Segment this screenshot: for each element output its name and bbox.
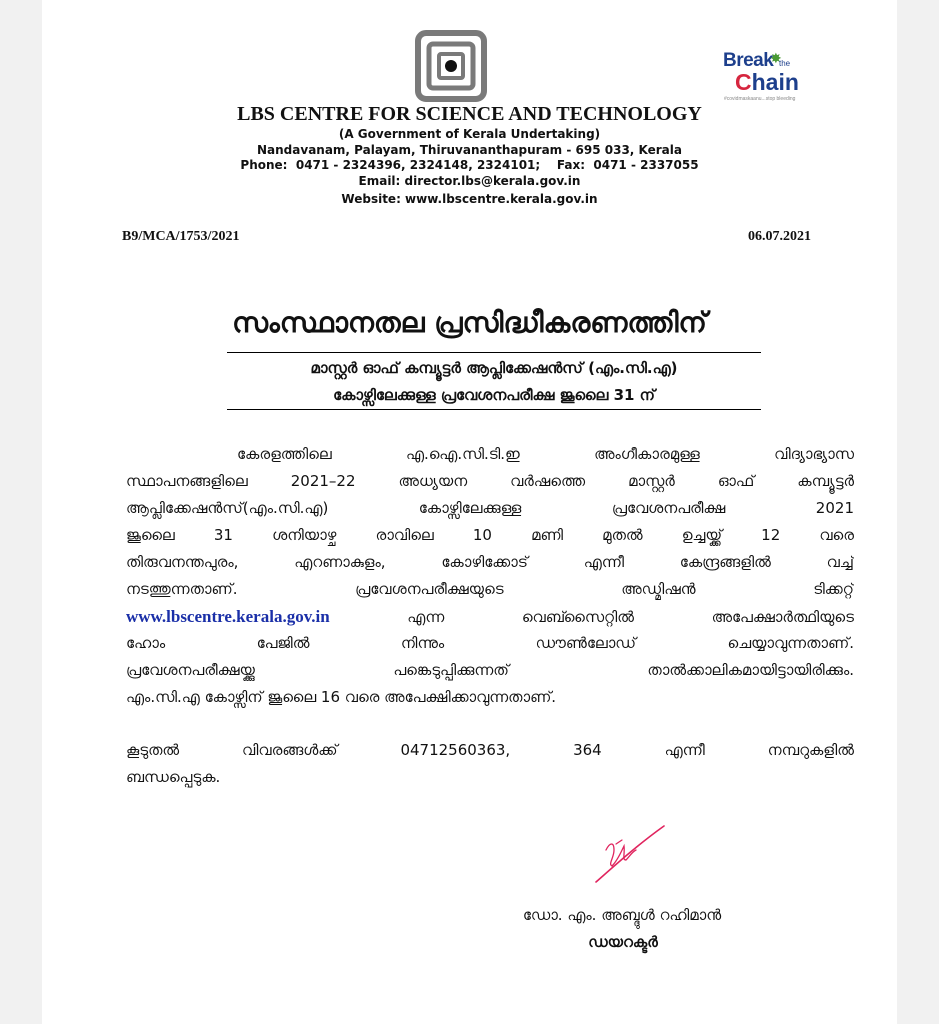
body-line-with-link	[126, 603, 854, 630]
notice-title: സംസ്ഥാനതല പ്രസിദ്ധീകരണത്തിന്	[232, 306, 707, 339]
website-link[interactable]: www.lbscentre.kerala.gov.in	[126, 607, 330, 626]
signatory-name: ഡോ. എം. അബ്ദുൾ റഹിമാൻ	[522, 906, 722, 924]
subtitle-divider	[227, 409, 761, 410]
org-email: Email: director.lbs@kerala.gov.in	[358, 174, 581, 188]
reference-number: B9/MCA/1753/2021	[122, 229, 240, 244]
body-line: എം.സി.എ കോഴ്സിന് ജൂലൈ 16 വരെ അപേക്ഷിക്കാവുന്നതാണ്.	[126, 688, 557, 706]
signatory-designation: ഡയറക്ടർ	[588, 933, 658, 951]
body-line: നടത്തുന്നതാണ്. പ്രവേശനപരീക്ഷയുടെ അഡ്മിഷൻ ടിക്കറ്റ്	[126, 580, 854, 598]
org-website: Website: www.lbscentre.kerala.gov.in	[341, 192, 598, 206]
body-line: പ്രവേശനപരീക്ഷയ്ക്കു പങ്കെടുപ്പിക്കുന്നത് താൽക്കാലികമായിട്ടായിരിക്കും.	[126, 661, 854, 679]
handwritten-signature-icon	[592, 820, 672, 890]
body-line: സ്ഥാപനങ്ങളിലെ 2021–22 അധ്യയന വർഷത്തെ മാസ്റ്റർ ഓഫ് കമ്പ്യൂട്ടർ	[126, 472, 854, 490]
title-divider	[227, 352, 761, 353]
body-line: കൂടുതൽ വിവരങ്ങൾക്ക് 04712560363, 364 എന്നീ നമ്പറുകളിൽ	[126, 741, 854, 759]
lbs-logo-icon	[415, 30, 487, 102]
break-the-chain-badge	[720, 50, 810, 110]
document-page	[42, 0, 897, 1024]
badge-line1: Break	[723, 50, 774, 71]
org-phone: Phone: 0471 - 2324396, 2324148, 2324101; Fax: 0471 - 2337055	[240, 158, 699, 172]
body-line: ബന്ധപ്പെടുക.	[126, 768, 221, 786]
org-address: Nandavanam, Palayam, Thiruvananthapuram - 695 033, Kerala	[257, 143, 682, 157]
letter-date: 06.07.2021	[748, 229, 811, 244]
body-paragraph-1	[126, 441, 854, 711]
badge-tagline: #covidmaskaanu...stop bleeding	[724, 96, 796, 102]
org-subtitle: (A Government of Kerala Undertaking)	[338, 127, 601, 141]
link-trailing-text: എന്ന വെബ്സൈറ്റിൽ അപേക്ഷാർത്ഥിയുടെ	[407, 608, 854, 626]
subtitle-line1: മാസ്റ്റർ ഓഫ് കമ്പ്യൂട്ടർ ആപ്ലിക്കേഷൻസ് (എം.സി.എ)	[310, 359, 678, 377]
subtitle-line2: കോഴ്സിലേക്കുള്ള പ്രവേശനപരീക്ഷ ജൂലൈ 31 ന്	[333, 386, 655, 404]
body-line: ഹോം പേജിൽ നിന്നും ഡൗൺലോഡ് ചെയ്യാവുന്നതാണ്.	[126, 634, 854, 652]
org-name: LBS CENTRE FOR SCIENCE AND TECHNOLOGY	[237, 103, 702, 125]
body-line: കേരളത്തിലെ എ.ഐ.സി.ടി.ഇ അംഗീകാരമുള്ള വിദ്യാഭ്യാസ	[237, 445, 854, 463]
body-paragraph-2	[126, 737, 854, 791]
badge-line2: Chain	[735, 69, 799, 95]
body-line: തിരുവനന്തപുരം, എറണാകുളം, കോഴിക്കോട് എന്നീ കേന്ദ്രങ്ങളിൽ വച്ച്	[126, 553, 854, 571]
virus-icon: ✸	[770, 51, 782, 67]
body-line: ആപ്ലിക്കേഷൻസ്(എം.സി.എ) കോഴ്സിലേക്കുള്ള പ്രവേശനപരീക്ഷ 2021	[126, 499, 854, 517]
badge-the: the	[779, 59, 791, 68]
body-line: ജൂലൈ 31 ശനിയാഴ്ച രാവിലെ 10 മണി മുതൽ ഉച്ചയ്ക്ക് 12 വരെ	[126, 526, 854, 544]
